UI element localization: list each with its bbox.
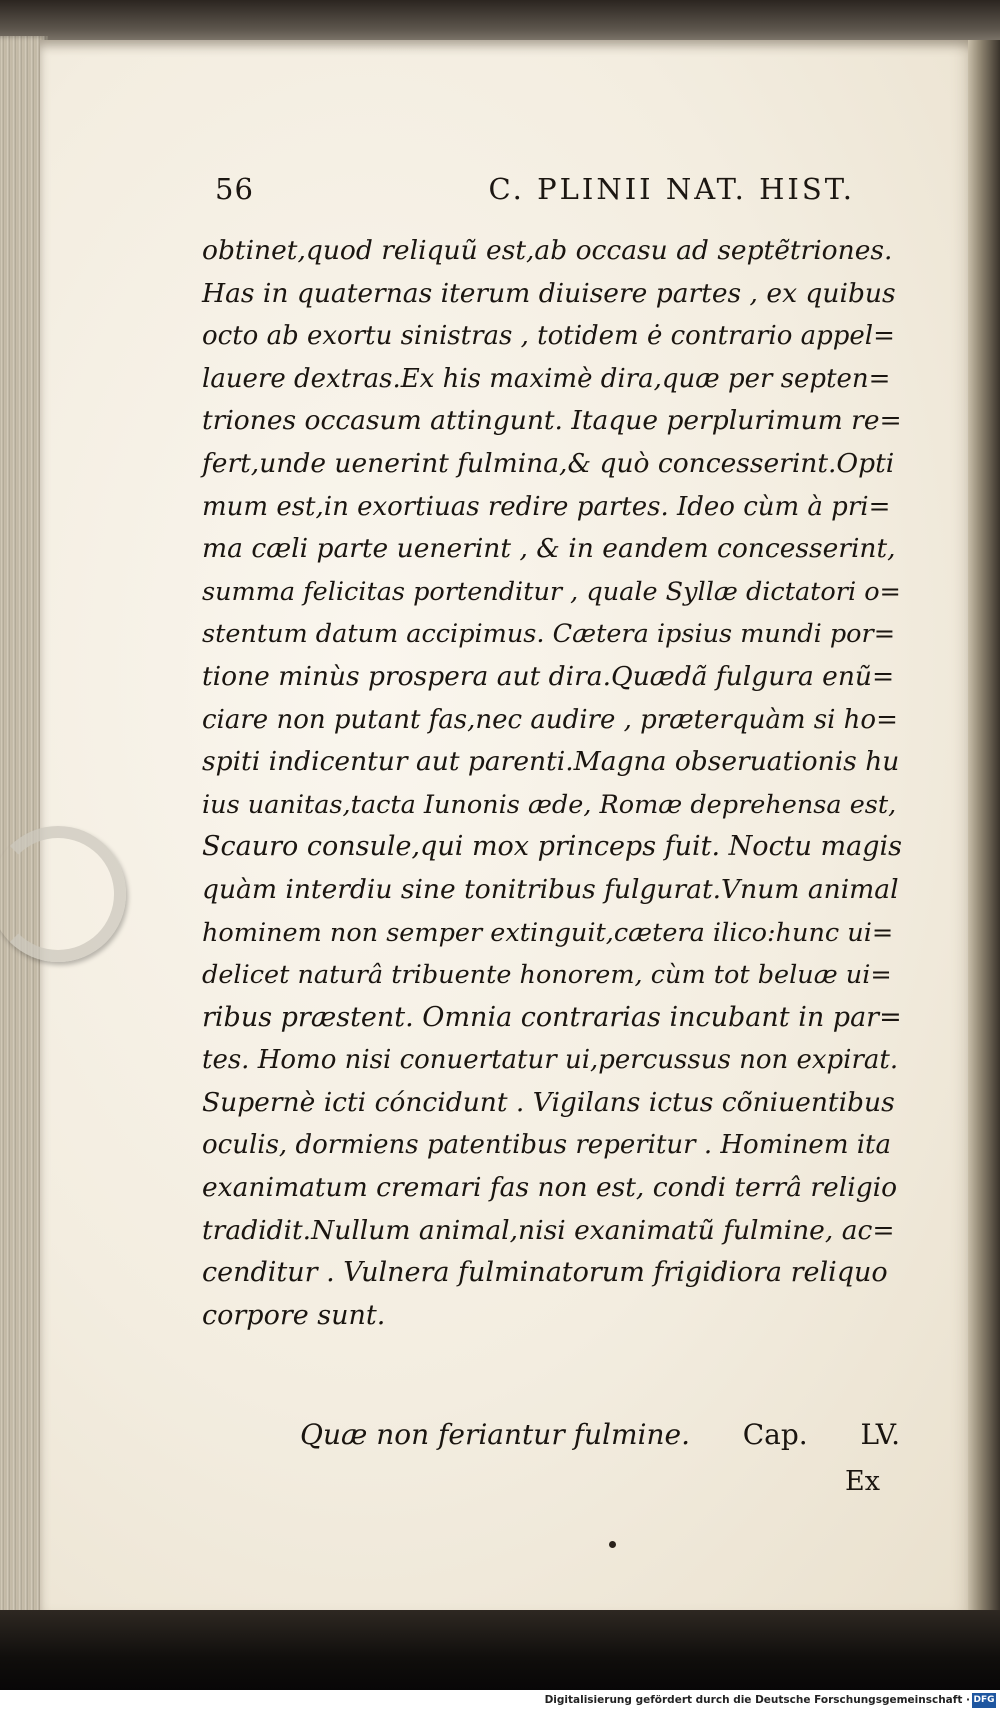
text-line: oculis, dormiens patentibus reperitur . Hominem ita bbox=[202, 1130, 891, 1161]
text-line: summa felicitas portenditur , quale Syllæ dictatori o= bbox=[202, 576, 901, 607]
footer-bar bbox=[0, 1690, 1000, 1712]
text-line: Scauro consule,qui mox princeps fuit. Noctu magis bbox=[202, 831, 902, 863]
text-line: exanimatum cremari fas non est, condi terrâ religio bbox=[202, 1172, 898, 1204]
text-line: tradidit.Nullum animal,nisi exanimatũ fulmine, ac= bbox=[202, 1214, 895, 1246]
dfg-logo: DFG bbox=[972, 1693, 996, 1708]
chapter-heading bbox=[300, 1418, 900, 1462]
running-head bbox=[215, 172, 855, 212]
text-line: ribus præstent. Omnia contrarias incubant in par= bbox=[202, 1001, 902, 1033]
text-line: obtinet,quod reliquũ est,ab occasu ad septẽtriones. bbox=[202, 235, 893, 266]
text-line: cenditur . Vulnera fulminatorum frigidiora reliquo bbox=[202, 1257, 888, 1289]
text-line: Has in quaternas iterum diuisere partes , ex quibus bbox=[202, 277, 896, 309]
text-line: Supernè icti cóncidunt . Vigilans ictus cõniuentibus bbox=[202, 1086, 895, 1118]
text-line: lauere dextras.Ex his maximè dira,quæ per septen= bbox=[202, 363, 891, 394]
chapter-title: Quæ non feriantur fulmine. bbox=[300, 1418, 690, 1451]
text-line: triones occasum attingunt. Itaque perplurimum re= bbox=[202, 405, 902, 437]
text-line: stentum datum accipimus. Cætera ipsius mundi por= bbox=[202, 619, 896, 650]
catchword: Ex bbox=[845, 1466, 880, 1497]
text-line: ius uanitas,tacta Iunonis æde, Romæ deprehensa est, bbox=[202, 789, 897, 820]
text-line: octo ab exortu sinistras , totidem ė contrario appel= bbox=[202, 321, 895, 352]
text-line: tes. Homo nisi conuertatur ui,percussus non expirat. bbox=[202, 1045, 899, 1076]
text-line: hominem non semper extinguit,cætera ilico:hunc ui= bbox=[202, 917, 894, 948]
page-right-edge bbox=[968, 40, 1000, 1615]
text-line: corpore sunt. bbox=[202, 1299, 386, 1331]
chapter-cap-label: Cap. bbox=[742, 1418, 808, 1451]
text-line: mum est,in exortiuas redire partes. Ideo cùm à pri= bbox=[202, 491, 891, 522]
text-line: quàm interdiu sine tonitribus fulgurat.Vnum animal bbox=[202, 873, 899, 905]
text-line: tione minùs prospera aut dira.Quædã fulgura enũ= bbox=[202, 660, 895, 692]
binding-shadow bbox=[0, 1610, 1000, 1690]
body-text bbox=[202, 230, 902, 1337]
footer-credit: Digitalisierung gefördert durch die Deutsche Forschungsgemeinschaft · bbox=[544, 1694, 970, 1706]
running-title: C. PLINII NAT. HIST. bbox=[488, 172, 855, 206]
text-line: spiti indicentur aut parenti.Magna obseruationis hu bbox=[202, 746, 900, 778]
text-line: delicet naturâ tribuente honorem, cùm tot beluæ ui= bbox=[202, 960, 892, 991]
chapter-number: LV. bbox=[860, 1418, 900, 1451]
page-number: 56 bbox=[215, 172, 254, 206]
text-line: fert,unde uenerint fulmina,& quò concesserint.Opti bbox=[202, 447, 895, 479]
ink-dot bbox=[609, 1541, 616, 1548]
text-line: ma cæli parte uenerint , & in eandem concesserint, bbox=[202, 533, 896, 565]
text-line: ciare non putant fas,nec audire , præterquàm si ho= bbox=[202, 704, 898, 735]
